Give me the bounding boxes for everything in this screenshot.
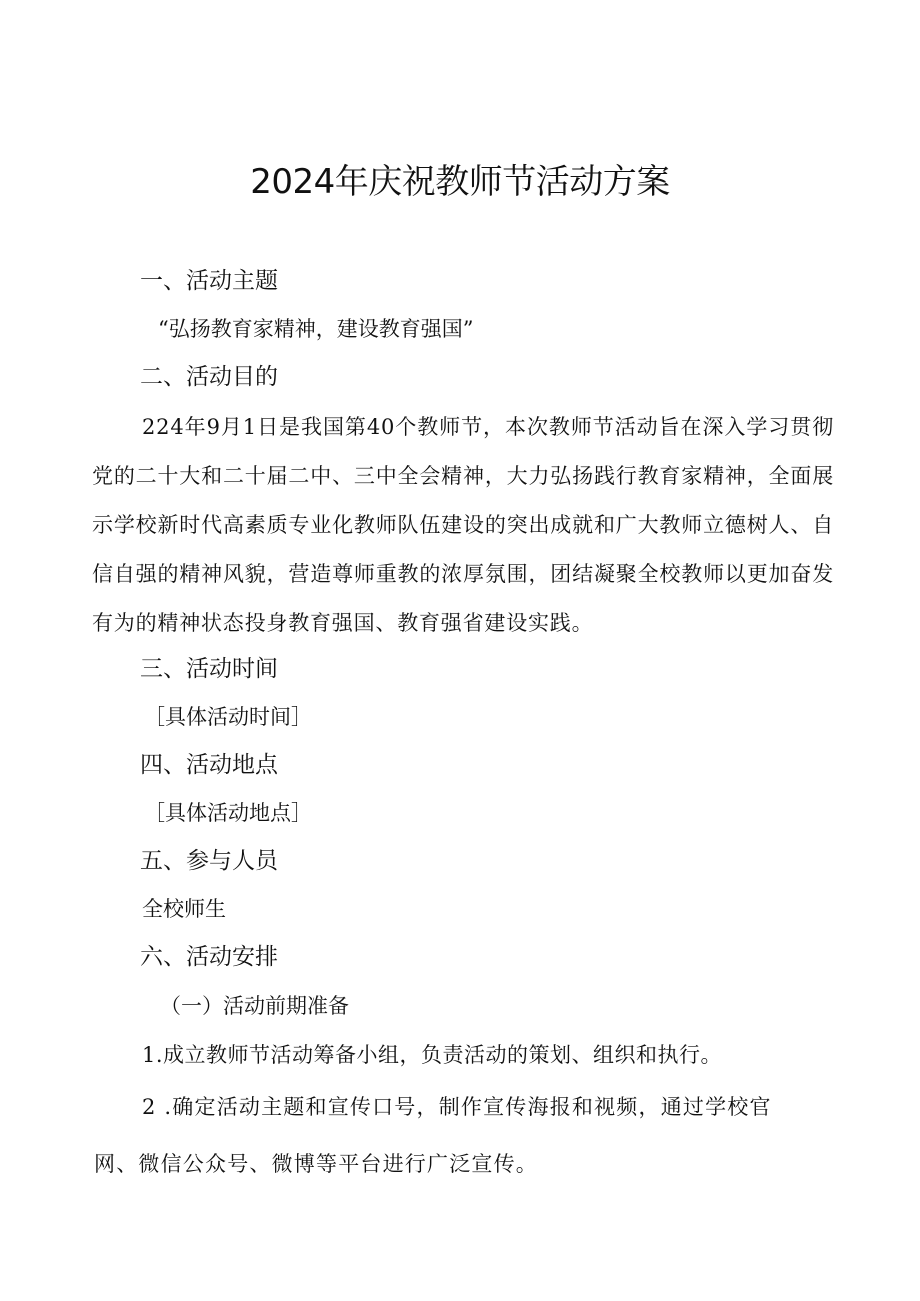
section-heading-time: 三、活动时间 xyxy=(140,656,278,682)
location-text: ［具体活动地点］ xyxy=(144,801,312,825)
time-text: ［具体活动时间］ xyxy=(144,705,312,729)
section-heading-theme: 一、活动主题 xyxy=(140,268,278,294)
section-heading-participants: 五、参与人员 xyxy=(140,848,278,874)
section-heading-schedule: 六、活动安排 xyxy=(140,944,278,970)
purpose-paragraph: 224年9月1日是我国第40个教师节，本次教师节活动旨在深入学习贯彻党的二十大和二十届二中、三中全会精神，大力弘扬践行教育家精神，全面展示学校新时代高素质专业化教师队伍建设的突出成就和广大教师立德树人、自信自强的精神风貌，营造尊师重教的浓厚氛围，团结凝聚全校教师以更加奋发有为的精神状态投身教育强国、教育强省建设实践。 xyxy=(92,415,834,635)
section-heading-purpose: 二、活动目的 xyxy=(140,364,278,390)
document-title: 2024年庆祝教师节活动方案 xyxy=(250,162,670,202)
section-heading-location: 四、活动地点 xyxy=(140,752,278,778)
schedule-item-1: 1.成立教师节活动筹备小组，负责活动的策划、组织和执行。 xyxy=(142,1043,723,1067)
schedule-item-2-line-1: 2 .确定活动主题和宣传口号，制作宣传海报和视频，通过学校官 xyxy=(142,1095,772,1119)
participants-text: 全校师生 xyxy=(142,897,226,921)
schedule-subheading-preparation: （一）活动前期准备 xyxy=(160,994,349,1018)
theme-text: “弘扬教育家精神，建设教育强国” xyxy=(158,317,474,341)
schedule-item-2-line-2: 网、微信公众号、微博等平台进行广泛宣传。 xyxy=(94,1152,538,1176)
